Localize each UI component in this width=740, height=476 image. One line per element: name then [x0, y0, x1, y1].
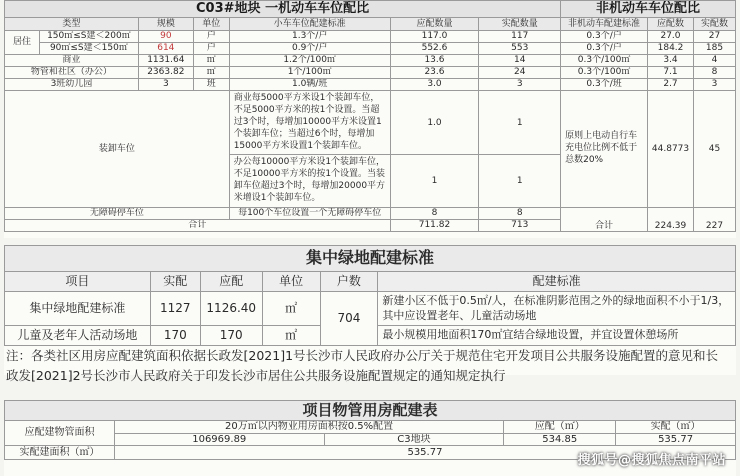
green-row-item: 集中绿地配建标准: [5, 292, 151, 326]
green-row-standard: 新建小区不低于0.5㎡/人，在标准阴影范围之外的绿地面积不小于1/3，其中应设置老年、儿童活动场地: [378, 292, 736, 326]
mgmt-actual-header: 实配（㎡）: [616, 421, 736, 434]
accessible-actual: 8: [479, 207, 561, 219]
green-header-item: 项目: [5, 272, 151, 292]
table-row: [5, 91, 736, 155]
loading-label: 装卸车位: [5, 91, 230, 208]
loading-office-text: 办公每10000平方米设1个装卸车位，不足10000平方米的按1个设置。当装卸车位超过3个时，每增加20000平方米增设1个装卸车位。: [229, 155, 390, 208]
header-actual: 实配数量: [479, 18, 561, 31]
loading-office-required: 1: [390, 155, 479, 208]
green-header-unit: 单位: [262, 272, 320, 292]
row-type: 150㎡≤S建＜200㎡: [39, 31, 138, 43]
row-bike-actual: 185: [694, 43, 736, 55]
row-required: 117.0: [390, 31, 479, 43]
row-required: 552.6: [390, 43, 479, 55]
green-title: 集中绿地配建标准: [5, 246, 736, 272]
row-bike-standard: 0.3个/100㎡: [561, 55, 648, 67]
green-row-unit: ㎡: [262, 326, 320, 346]
row-required: 13.6: [390, 55, 479, 67]
mgmt-plot: C3地块: [324, 433, 504, 446]
row-actual: 117: [479, 31, 561, 43]
header-bike-actual: 实配数: [694, 18, 736, 31]
parking-sheet: [4, 0, 736, 238]
green-header-households: 户数: [320, 272, 378, 292]
row-bike-required: 7.1: [648, 67, 694, 79]
mgmt-row1-label: 应配建物管面积: [5, 421, 115, 446]
green-row-actual: 170: [150, 326, 200, 346]
loading-commercial-text: 商业每5000平方米设1个装卸车位，不足5000平方米的按1个设置。当超过3个时，每增加10000平方米设置1个装卸车位；当超过6个时，每增加15000平方米设置1个装卸车位。: [229, 91, 390, 155]
row-bike-required: 27.0: [648, 31, 694, 43]
row-bike-required: 2.7: [648, 79, 694, 91]
accessible-label: 无障碍停车位: [5, 207, 230, 219]
row-required: 3.0: [390, 79, 479, 91]
header-unit: 单位: [193, 18, 229, 31]
row-required: 23.6: [390, 67, 479, 79]
mgmt-actual-value: 535.77: [616, 433, 736, 446]
mgmt-required-header: 应配（㎡）: [504, 421, 616, 434]
green-row-required: 1126.40: [200, 292, 262, 326]
bike-total-label: 合计: [561, 207, 648, 231]
row-actual: 553: [479, 43, 561, 55]
total-label: 合计: [5, 219, 391, 231]
row-type: 商业: [5, 55, 139, 67]
green-row-item: 儿童及老年人活动场地: [5, 326, 151, 346]
mgmt-title: 项目物管用房配建表: [5, 401, 736, 421]
row-scale: 1131.64: [138, 55, 193, 67]
green-table: [4, 245, 736, 346]
table-row: [5, 67, 736, 79]
bike-total-required: 224.39: [648, 207, 694, 231]
row-type: 3班幼儿园: [5, 79, 139, 91]
row-bike-standard: 0.3个/户: [561, 43, 648, 55]
header-type: 类型: [5, 18, 139, 31]
row-standard: 1个/100㎡: [229, 67, 390, 79]
header-bike-required: 应配数: [648, 18, 694, 31]
header-required: 应配数量: [390, 18, 479, 31]
row-actual: 14: [479, 55, 561, 67]
table-row: [5, 79, 736, 91]
row-scale: 90: [138, 31, 193, 43]
row-bike-actual: 8: [694, 67, 736, 79]
row-bike-required: 184.2: [648, 43, 694, 55]
loading-bike-text: 原则上电动自行车充电位比例不低于总数20%: [561, 91, 648, 208]
mgmt-row1-standard: 20万㎡以内物业用房面积按0.5%配置: [114, 421, 503, 434]
table-row: [5, 43, 736, 55]
loading-bike-required: 44.8773: [648, 91, 694, 208]
parking-car-title: C03#地块 一机动车车位配比: [5, 1, 561, 18]
header-bike-standard: 非机动车配建标准: [561, 18, 648, 31]
green-header-actual: 实配: [150, 272, 200, 292]
row-bike-standard: 0.3个/班: [561, 79, 648, 91]
row-unit: 户: [193, 43, 229, 55]
mgmt-row2-label: 实配建面积（㎡）: [5, 446, 115, 460]
header-scale: 规模: [138, 18, 193, 31]
table-row: [5, 207, 736, 219]
row-bike-standard: 0.3个/户: [561, 31, 648, 43]
green-row-actual: 1127: [150, 292, 200, 326]
row-bike-actual: 27: [694, 31, 736, 43]
bike-total-actual: 227: [694, 207, 736, 231]
policy-note: 注：各类社区用房应配建筑面积依据长政发[2021]1号长沙市人民政府办公厅关于规范住宅开发项目公共服务设施配置的意见和长政发[2021]2号长沙市人民政府关于印发长沙市居住公共服务设施配置规定的通知规定执行: [6, 348, 719, 383]
row-unit: ㎡: [193, 67, 229, 79]
green-row-unit: ㎡: [262, 292, 320, 326]
row-standard: 0.9个/户: [229, 43, 390, 55]
row-bike-actual: 3: [694, 79, 736, 91]
green-households: 704: [320, 292, 378, 346]
row-bike-required: 3.4: [648, 55, 694, 67]
green-header-standard: 配建标准: [378, 272, 736, 292]
table-row: [5, 55, 736, 67]
row-type: 90㎡≤S建＜150㎡: [39, 43, 138, 55]
row-standard: 1.2个/100㎡: [229, 55, 390, 67]
row-scale: 2363.82: [138, 67, 193, 79]
table-row: [5, 292, 736, 326]
row-bike-standard: 0.3个/100㎡: [561, 67, 648, 79]
row-bike-actual: 4: [694, 55, 736, 67]
row-actual: 3: [479, 79, 561, 91]
row-unit: ㎡: [193, 55, 229, 67]
mgmt-total-area: 106969.89: [114, 433, 324, 446]
parking-table: [4, 0, 736, 232]
mgmt-row2-value: 535.77: [114, 446, 735, 460]
header-car-standard: 小车车位配建标准: [229, 18, 390, 31]
loading-bike-actual: 45: [694, 91, 736, 208]
mgmt-required-value: 534.85: [504, 433, 616, 446]
total-actual: 713: [479, 219, 561, 231]
row-scale: 3: [138, 79, 193, 91]
loading-commercial-actual: 1: [479, 91, 561, 155]
accessible-standard: 每100个车位设置一个无障碍停车位: [229, 207, 390, 219]
green-row-standard: 最小规模用地面积170㎡宜结合绿地设置，并宜设置休憩场所: [378, 326, 736, 346]
row-actual: 24: [479, 67, 561, 79]
table-row: [5, 31, 736, 43]
watermark: 搜狐号@搜狐焦点南平站: [577, 453, 726, 468]
accessible-required: 8: [390, 207, 479, 219]
row-standard: 1.3个/户: [229, 31, 390, 43]
total-required: 711.82: [390, 219, 479, 231]
green-header-required: 应配: [200, 272, 262, 292]
loading-commercial-required: 1.0: [390, 91, 479, 155]
row-unit: 户: [193, 31, 229, 43]
residential-group-label: 居住: [5, 31, 40, 55]
table-row: [5, 421, 736, 434]
row-unit: 班: [193, 79, 229, 91]
parking-bike-title: 非机动车车位配比: [561, 1, 736, 18]
table-row: [5, 433, 736, 446]
row-type: 物管和社区（办公）: [5, 67, 139, 79]
row-standard: 1.0辆/班: [229, 79, 390, 91]
green-row-required: 170: [200, 326, 262, 346]
loading-office-actual: 1: [479, 155, 561, 208]
row-scale: 614: [138, 43, 193, 55]
